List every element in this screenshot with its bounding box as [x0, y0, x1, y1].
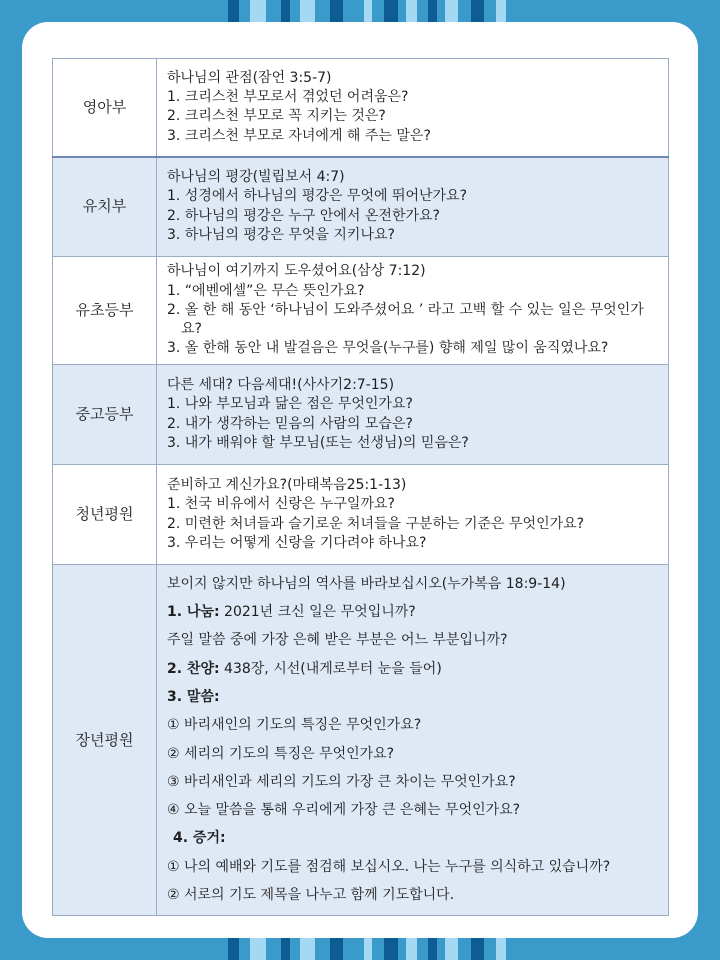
top-decoration-bar: [0, 0, 720, 22]
lesson-title: 준비하고 계신가요?(마태복음25:1-13): [167, 476, 407, 493]
bottom-decoration-bar: [0, 938, 720, 960]
lesson-title: 하나님의 관점(잠언 3:5-7): [167, 69, 332, 86]
share-text: 2021년 크신 일은 무엇입니까?: [219, 603, 416, 620]
dept-cell: 장년평원: [53, 565, 157, 916]
table-row: [53, 365, 669, 465]
witness-item: ② 서로의 기도 제목을 나누고 함께 기도합니다.: [167, 887, 455, 904]
dept-cell: 유치부: [53, 157, 157, 257]
question: 1. 나와 부모님과 닮은 점은 무엇인가요?: [167, 396, 413, 413]
share-text-2: 주일 말씀 중에 가장 은혜 받은 부분은 어느 부분입니까?: [167, 632, 508, 649]
question: 2. 크리스천 부모로 꼭 지키는 것은?: [167, 108, 386, 125]
question: 2. 내가 생각하는 믿음의 사람의 모습은?: [167, 415, 413, 432]
content-cell: [157, 257, 669, 365]
word-label: 3. 말씀:: [167, 688, 220, 705]
table-row: [53, 157, 669, 257]
content-cell: [157, 59, 669, 157]
dept-cell: 청년평원: [53, 465, 157, 565]
dept-cell: 중고등부: [53, 365, 157, 465]
lesson-title: 보이지 않지만 하나님의 역사를 바라보십시오(누가복음 18:9-14): [167, 575, 566, 592]
dept-cell: 유초등부: [53, 257, 157, 365]
question: 2. 올 한 해 동안 ‘하나님이 도와주셨어요 ’ 라고 고백 할 수 있는 일은 무엇인가요?: [167, 301, 644, 338]
content-cell: [157, 465, 669, 565]
word-item: ③ 바리새인과 세리의 기도의 가장 큰 차이는 무엇인가요?: [167, 773, 516, 790]
dept-cell: 영아부: [53, 59, 157, 157]
content-cell: [157, 365, 669, 465]
praise-line: [167, 660, 658, 679]
question: 1. “에벤에셀”은 무슨 뜻인가요?: [167, 282, 365, 299]
question: 3. 우리는 어떻게 신랑을 기다려야 하나요?: [167, 534, 427, 551]
word-item: ② 세리의 기도의 특징은 무엇인가요?: [167, 745, 395, 762]
question: 3. 내가 배워야 할 부모님(또는 선생님)의 믿음은?: [167, 434, 469, 451]
question: 2. 하나님의 평강은 누구 안에서 온전한가요?: [167, 207, 440, 224]
question: 2. 미련한 처녀들과 슬기로운 처녀들을 구분하는 기준은 무엇인가요?: [167, 515, 585, 532]
word-item: ① 바리새인의 기도의 특징은 무엇인가요?: [167, 717, 422, 734]
table-row: [53, 59, 669, 157]
question: 3. 크리스천 부모로 자녀에게 해 주는 말은?: [167, 127, 431, 144]
table-row: [53, 565, 669, 916]
content-cell: [157, 157, 669, 257]
lesson-title: 다른 세대? 다음세대!(사사기2:7-15): [167, 376, 395, 393]
share-label: 1. 나눔:: [167, 603, 220, 620]
content-cell: [157, 565, 669, 916]
question: 3. 올 한해 동안 내 발걸음은 무엇을(누구를) 향해 제일 많이 움직였나요?: [167, 340, 609, 357]
lesson-title: 하나님의 평강(빌립보서 4:7): [167, 169, 345, 186]
praise-label: 2. 찬양:: [167, 660, 220, 677]
lesson-title: 하나님이 여기까지 도우셨어요(삼상 7:12): [167, 263, 426, 280]
table-row: [53, 257, 669, 365]
question: 3. 하나님의 평강은 무엇을 지키나요?: [167, 227, 395, 244]
question: 1. 성경에서 하나님의 평강은 무엇에 뛰어난가요?: [167, 188, 467, 205]
witness-label: 4. 증거:: [173, 830, 226, 847]
witness-item: ① 나의 예배와 기도를 점검해 보십시오. 나는 누구를 의식하고 있습니까?: [167, 858, 611, 875]
schedule-table: [52, 58, 669, 916]
question: 1. 크리스천 부모로서 겪었던 어려움은?: [167, 88, 409, 105]
share-line: [167, 603, 658, 622]
praise-text: 438장, 시선(내게로부터 눈을 들어): [219, 660, 442, 677]
word-item: ④ 오늘 말씀을 통해 우리에게 가장 큰 은혜는 무엇인가요?: [167, 802, 521, 819]
table-row: [53, 465, 669, 565]
question: 1. 천국 비유에서 신랑은 누구일까요?: [167, 496, 395, 513]
